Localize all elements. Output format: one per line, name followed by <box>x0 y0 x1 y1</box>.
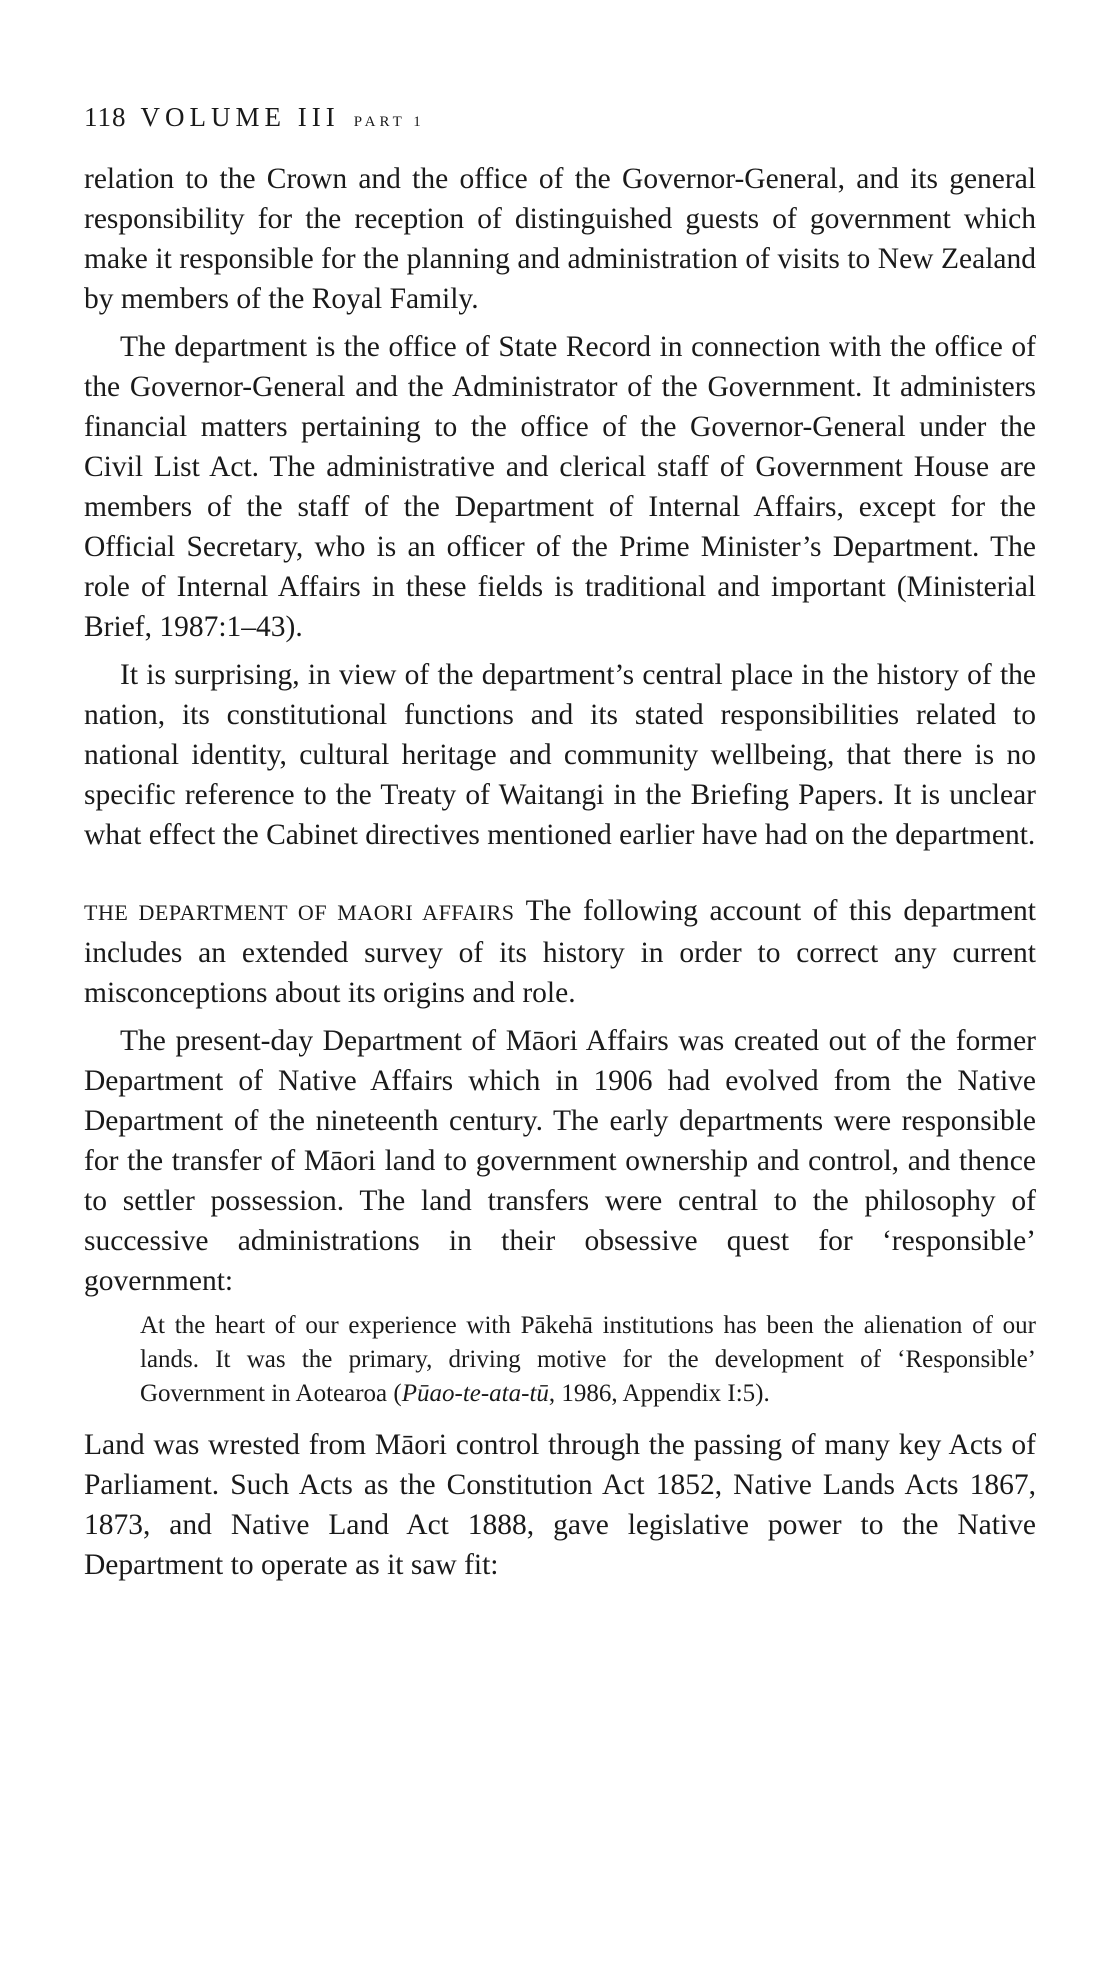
page-number: 118 <box>84 102 127 132</box>
document-page <box>84 104 1036 1593</box>
quote-citation-tail: , 1986, Appendix I:5). <box>548 1380 770 1407</box>
paragraph-5: The present-day Department of Māori Affairs was created out of the former Department of Native Affairs which in 1906 had evolved from the Native Department of the nineteenth century. The early departments were responsible for the transfer of Māori land to government ownership and control, and thence to settler possession. The land transfers were central to the philosophy of successive administrations in their obsessive quest for ‘responsible’ government: <box>84 1025 1036 1297</box>
paragraph-2: The department is the office of State Record in connection with the office of the Governor-General and the Administrator of the Government. It administers financial matters pertaining to the office of the Governor-General under the Civil List Act. The administrative and clerical staff of Government House are members of the staff of the Department of Internal Affairs, except for the Official Secretary, who is an officer of the Prime Minister’s Department. The role of Internal Affairs in these fields is traditional and important (Ministerial Brief, 1987:1–43). <box>84 331 1036 643</box>
block-quote <box>140 1309 1036 1411</box>
section-heading: THE DEPARTMENT OF MAORI AFFAIRS <box>84 900 515 925</box>
section-intro-text: The following account of this department includes an extended survey of its history in order to correct any current misconceptions about its origins and role. <box>84 895 1037 1009</box>
paragraph-6: Land was wrested from Māori control through the passing of many key Acts of Parliament. Such Acts as the Constitution Act 1852, Native Lands Acts 1867, 1873, and Native Land Act 1888, gave legislative power to the Native Department to operate as it saw fit: <box>84 1429 1036 1581</box>
running-header <box>84 104 1036 131</box>
paragraph-1: relation to the Crown and the office of the Governor-General, and its general responsibility for the reception of distinguished guests of government which make it responsible for the planning and administration of visits to New Zealand by members of the Royal Family. <box>84 163 1036 315</box>
paragraph-3: It is surprising, in view of the department’s central place in the history of the nation, its constitutional functions and its stated responsibilities related to national identity, cultural heritage and community wellbeing, that there is no specific reference to the Treaty of Waitangi in the Briefing Papers. It is unclear what effect the Cabinet directives mentioned earlier have had on the department. <box>84 659 1036 851</box>
part-label: PART 1 <box>353 114 425 130</box>
quote-text: At the heart of our experience with Pākehā institutions has been the alienation of our lands. It was the primary, driving motive for the development of ‘Responsible’ Government in Aotearoa ( <box>140 1312 1036 1407</box>
quote-citation-title: Pūao-te-ata-tū <box>401 1380 549 1407</box>
volume-label: VOLUME III <box>140 102 340 132</box>
section-paragraph <box>84 891 1036 1013</box>
